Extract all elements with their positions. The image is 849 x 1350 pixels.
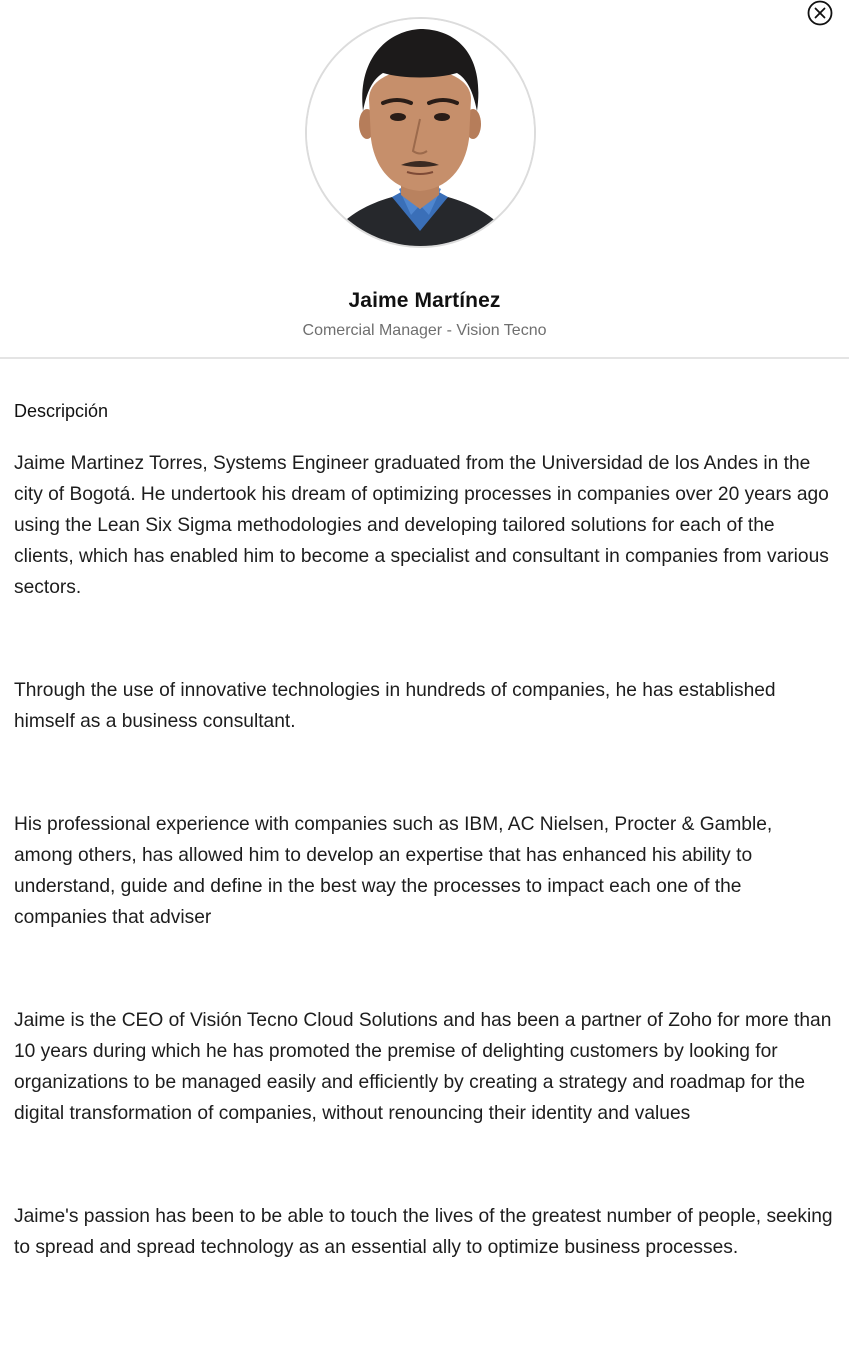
description-section <box>14 398 836 1263</box>
description-paragraph: Through the use of innovative technologies in hundreds of companies, he has established himself as a business consultant. <box>14 680 776 732</box>
description-paragraph: Jaime's passion has been to be able to touch the lives of the greatest number of people, seeking to spread and spread technology as an essential ally to optimize business processes. <box>14 1206 833 1258</box>
description-paragraph: His professional experience with companies such as IBM, AC Nielsen, Procter & Gamble, among others, has allowed him to develop an expertise that has enhanced his ability to understand, guide and define in the best way the processes to impact each one of the companies that adviser <box>14 814 773 928</box>
description-title: Descripción <box>14 401 109 421</box>
description-paragraph: Jaime is the CEO of Visión Tecno Cloud Solutions and has been a partner of Zoho for more than 10 years during which he has promoted the premise of delighting customers by looking for organizations to be managed easily and efficiently by creating a strategy and roadmap for the digital transformation of companies, without renouncing their identity and values <box>14 1010 832 1124</box>
profile-subtitle: Comercial Manager - Vision Tecno <box>302 322 547 339</box>
profile-name: Jaime Martínez <box>348 289 501 312</box>
avatar <box>305 17 536 248</box>
profile-header <box>0 0 849 359</box>
profile-photo <box>307 19 534 246</box>
description-paragraph: Jaime Martinez Torres, Systems Engineer graduated from the Universidad de los Andes in the city of Bogotá. He undertook his dream of optimizing processes in companies over 20 years ago using the Lean Six Sigma methodologies and developing tailored solutions for each of the clients, which has enabled him to become a specialist and consultant in companies from various sectors. <box>14 453 829 598</box>
